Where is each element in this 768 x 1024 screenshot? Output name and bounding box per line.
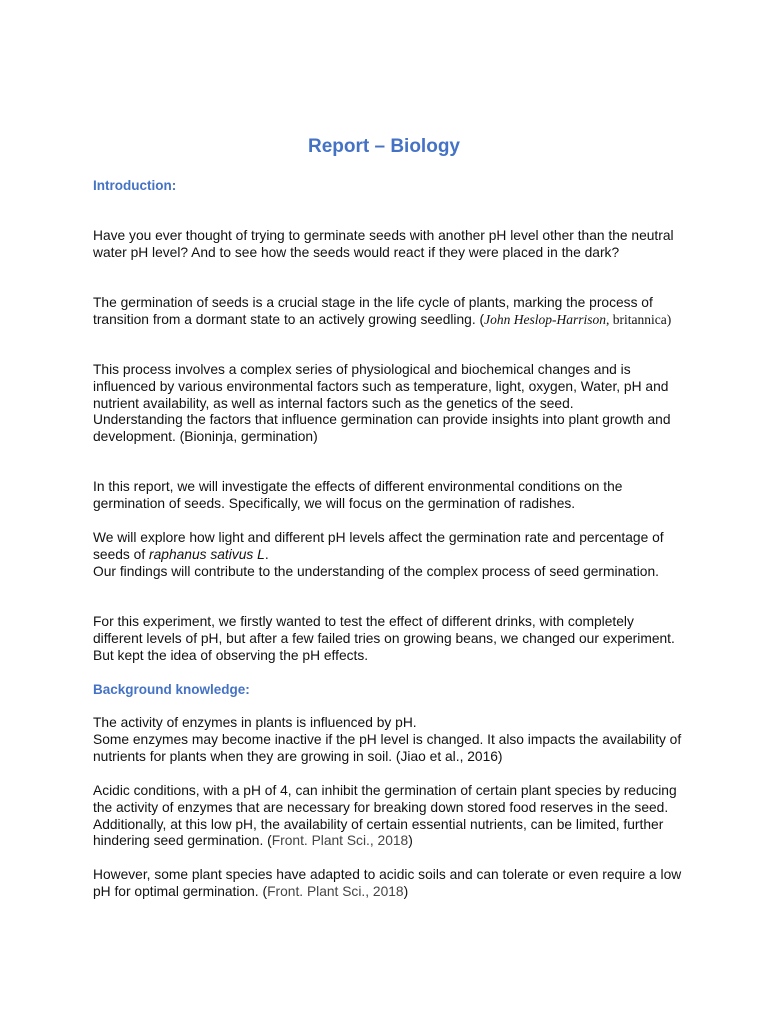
intro-paragraph-3-line-a: This process involves a complex series of physiological and biochemical changes and is influenced by various environmental factors such as temperature, light, oxygen, Water, pH and nutrient availability, as well as internal factors such as the genetics of the seed. bbox=[93, 362, 669, 411]
intro-paragraph-1: Have you ever thought of trying to germinate seeds with another pH level other than the neutral water pH level? And to see how the seeds would react if they were placed in the dark? bbox=[93, 228, 674, 260]
background-paragraph-1 bbox=[93, 715, 683, 765]
intro-paragraph-4: In this report, we will investigate the effects of different environmental conditions on the germination of seeds. Specifically, we will focus on the germination of radishes. bbox=[93, 479, 623, 511]
intro-paragraph-2 bbox=[93, 295, 683, 329]
species-name: raphanus sativus L bbox=[149, 546, 265, 562]
intro-paragraph-5-period: . bbox=[264, 546, 269, 562]
background-paragraph-2-close: ) bbox=[408, 833, 413, 849]
background-paragraph-1-line-b: Some enzymes may become inactive if the pH level is changed. It also impacts the availability of nutrients for plants when they are growing in soil. (Jiao et al., 2016) bbox=[93, 731, 682, 764]
intro-paragraph-2-text: The germination of seeds is a crucial stage in the life cycle of plants, marking the process of transition from a dormant state to an actively growing seedling. ( bbox=[93, 295, 653, 327]
intro-paragraph-3-line-b: Understanding the factors that influence germination can provide insights into plant growth and development. (Bioninja, germination) bbox=[93, 412, 671, 445]
introduction-heading: Introduction: bbox=[93, 178, 177, 193]
background-paragraph-1-line-a: The activity of enzymes in plants is influenced by pH. bbox=[93, 715, 417, 730]
intro-paragraph-5-text: We will explore how light and different pH levels affect the germination rate and percentage of seeds of bbox=[93, 530, 664, 562]
background-paragraph-2 bbox=[93, 783, 683, 850]
citation-author: John Heslop-Harrison bbox=[484, 311, 606, 327]
intro-paragraph-5-line-b: Our findings will contribute to the understanding of the complex process of seed germination. bbox=[93, 563, 659, 579]
intro-paragraph-5 bbox=[93, 530, 683, 580]
background-paragraph-2-text: Acidic conditions, with a pH of 4, can inhibit the germination of certain plant species by reducing the activity of enzymes that are necessary for breaking down stored food reserves in the seed. Additionally, at this low pH, the availability of certain essential nutrients, can be limited, further hindering seed germination. ( bbox=[93, 783, 677, 849]
intro-paragraph-6: For this experiment, we firstly wanted to test the effect of different drinks, with completely different levels of pH, but after a few failed tries on growing beans, we changed our experiment. But kept the idea of observing the pH effects. bbox=[93, 614, 675, 663]
page-title: Report – Biology bbox=[307, 136, 460, 157]
citation-front-plant-sci: Front. Plant Sci., 2018 bbox=[271, 833, 409, 849]
background-paragraph-3-close: ) bbox=[403, 883, 409, 899]
citation-front-plant-sci-2: Front. Plant Sci., 2018 bbox=[267, 883, 404, 899]
background-paragraph-3 bbox=[93, 867, 683, 901]
intro-paragraph-3 bbox=[93, 362, 683, 446]
background-heading: Background knowledge: bbox=[93, 682, 250, 697]
intro-paragraph-5-line-a bbox=[93, 530, 683, 564]
background-paragraph-3-text: However, some plant species have adapted to acidic soils and can tolerate or even require a low pH for optimal germination. ( bbox=[93, 867, 682, 899]
citation-source: , britannica) bbox=[605, 311, 672, 327]
